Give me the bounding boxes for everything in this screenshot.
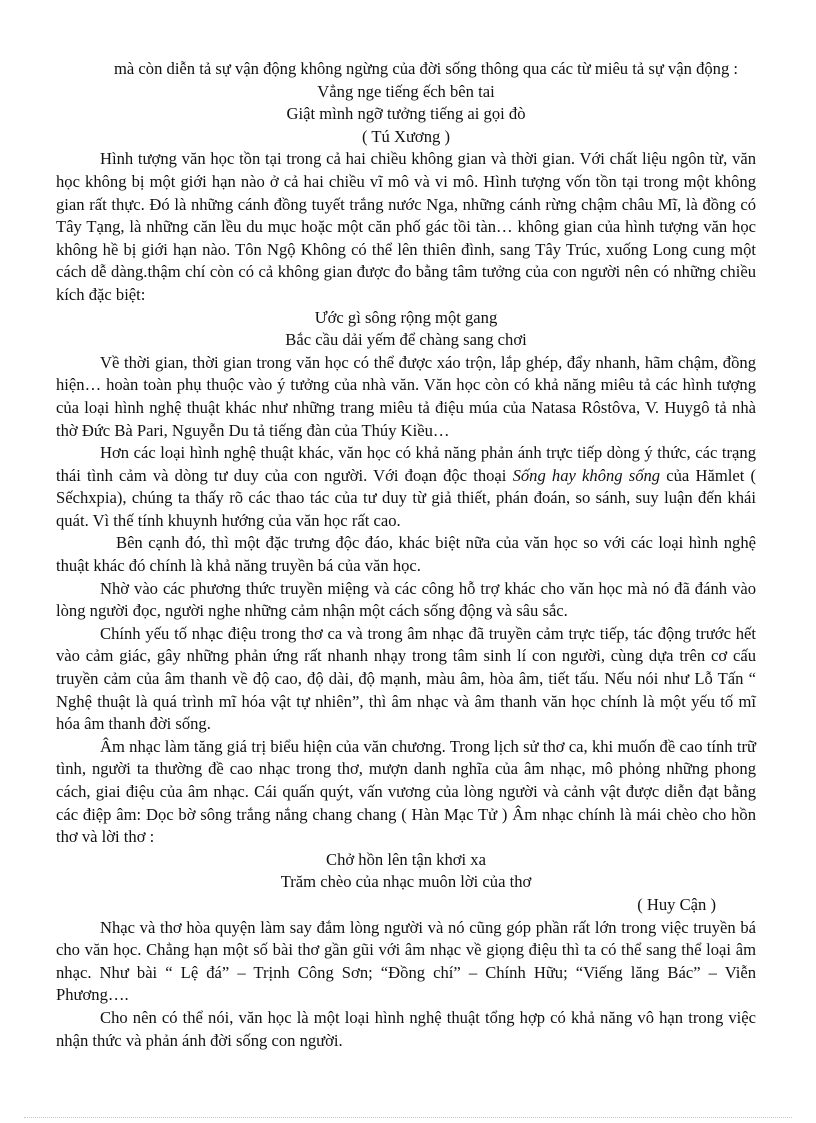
verse-1-line-2: Giật mình ngỡ tưởng tiếng ai gọi đò [286, 104, 526, 124]
paragraph-rhythm: Chính yếu tố nhạc điệu trong thơ ca và trong âm nhạc đã truyền cảm trực tiếp, tác động trước hết vào cảm giác, gây những phản ứng rất nhanh nhạy trong tâm sinh lí con người, cùng dựa trên cơ cấu truyền cảm của âm thanh về độ cao, độ dài, độ mạnh, màu âm, hòa âm, tiết tấu. Nếu nói như Lỗ Tấn “ Nghệ thuật là quá trình mĩ hóa vật tự nhiên”, thì âm nhạc và âm thanh văn học chính là một yếu tố mĩ hóa âm thanh đời sống. [56, 623, 756, 734]
paragraph-intro: mà còn diễn tả sự vận động không ngừng của đời sống thông qua các từ miêu tả sự vận động : [114, 59, 739, 78]
document-body [56, 58, 756, 1052]
paragraph-music-poetry: Nhạc và thơ hòa quyện làm say đắm lòng người và nó cũng góp phần rất lớn trong việc truyền bá cho văn học. Chẳng hạn một số bài thơ gần gũi với âm nhạc về giọng điệu thì ta có thể sang thể loại âm nhạc. Như bài “ Lệ đá” – Trịnh Công Sơn; “Đồng chí” – Chính Hữu; “Viếng lăng Bác” – Viễn Phương…. [56, 917, 756, 1005]
verse-3-line-2: Trăm chèo của nhạc muôn lời của thơ [280, 872, 532, 892]
paragraph-music: Âm nhạc làm tăng giá trị biểu hiện của văn chương. Trong lịch sử thơ ca, khi muốn đề cao tính trữ tình, người ta thường đề cao nhạc trong thơ, mượn danh nghĩa của âm nhạc, mô phỏng những phong cách, giai điệu của âm nhạc. Cái quấn quýt, vấn vương của lòng người và cảnh vật được diễn đạt bằng các điệp âm: Dọc bờ sông trắng nắng chang chang ( Hàn Mạc Tử ) Âm nhạc chính là mái chèo cho hồn thơ và lời thơ : [56, 736, 756, 847]
paragraph-consciousness-a: Hơn các loại hình nghệ thuật khác, văn học có khả năng phản ánh trực tiếp dòng ý thức, các trạng thái tình cảm và dòng tư duy của con người. Với đoạn độc thoại [56, 443, 756, 485]
paragraph-consciousness [56, 442, 756, 532]
paragraph-dissemination: Bên cạnh đó, thì một đặc trưng độc đáo, khác biệt nữa của văn học so với các loại hình nghệ thuật khác đó chính là khả năng truyền bá của văn học. [56, 533, 756, 576]
paragraph-conclusion: Cho nên có thể nói, văn học là một loại hình nghệ thuật tổng hợp có khả năng vô hạn trong việc nhận thức và phản ánh đời sống con người. [56, 1007, 756, 1050]
paragraph-oral-transmission: Nhờ vào các phương thức truyền miệng và các công hỗ trợ khác cho văn học mà nó đã đánh vào lòng người đọc, người nghe những cảm nhận một cách sống động và sâu sắc. [56, 578, 756, 621]
verse-3-line-1: Chở hồn lên tận khơi xa [326, 849, 486, 869]
paragraph-consciousness-title: Sống hay không sống [512, 465, 661, 485]
paragraph-consciousness-b: của Hămlet ( Sếchxpia), chúng ta thấy rõ các thao tác của tư duy từ giả thiết, phán đoán, so sánh, suy luận đến khái quát. Vì thế tính khuynh hướng của văn học rất cao. [56, 465, 756, 530]
verse-2-line-2: Bắc cầu dải yếm để chàng sang chơi [285, 330, 527, 350]
page-bottom-divider [24, 1117, 792, 1118]
verse-3-author: ( Huy Cận ) [637, 894, 716, 914]
verse-2-line-1: Ước gì sông rộng một gang [314, 307, 498, 327]
verse-1-line-1: Vẳng nge tiếng ếch bên tai [317, 81, 495, 101]
paragraph-space: Hình tượng văn học tồn tại trong cả hai chiều không gian và thời gian. Với chất liệu ngôn từ, văn học không bị một giới hạn nào ở cả hai chiều vĩ mô và vi mô. Hình tượng vốn tồn tại trong một không gian rất thực. Đó là những cánh đồng tuyết trắng nước Nga, những cánh rừng chậm châu Mĩ, là đồng có Tây Tạng, là những căn lều du mục hoặc một căn phố gác tồi tàn… không gian của hình tượng văn học không hề bị giới hạn nào. Tôn Ngộ Không có thể lên thiên đình, sang Tây Trúc, xuống Long cung một cách dễ dàng.thậm chí còn có cả không gian được đo bằng tâm tưởng của con người nên có những chiều kích đặc biệt: [56, 149, 756, 304]
paragraph-time: Về thời gian, thời gian trong văn học có thể được xáo trộn, lắp ghép, đẩy nhanh, hãm chậm, đồng hiện… hoàn toàn phụ thuộc vào ý tưởng của nhà văn. Văn học còn có khả năng miêu tả các hình tượng của loại hình nghệ thuật khác như những trang miêu tả điệu múa của Natasa Rôstôva, V. Huygô tả nhà thờ Đức Bà Pari, Nguyễn Du tả tiếng đàn của Thúy Kiều… [56, 352, 756, 440]
verse-1-author: ( Tú Xương ) [362, 126, 450, 146]
